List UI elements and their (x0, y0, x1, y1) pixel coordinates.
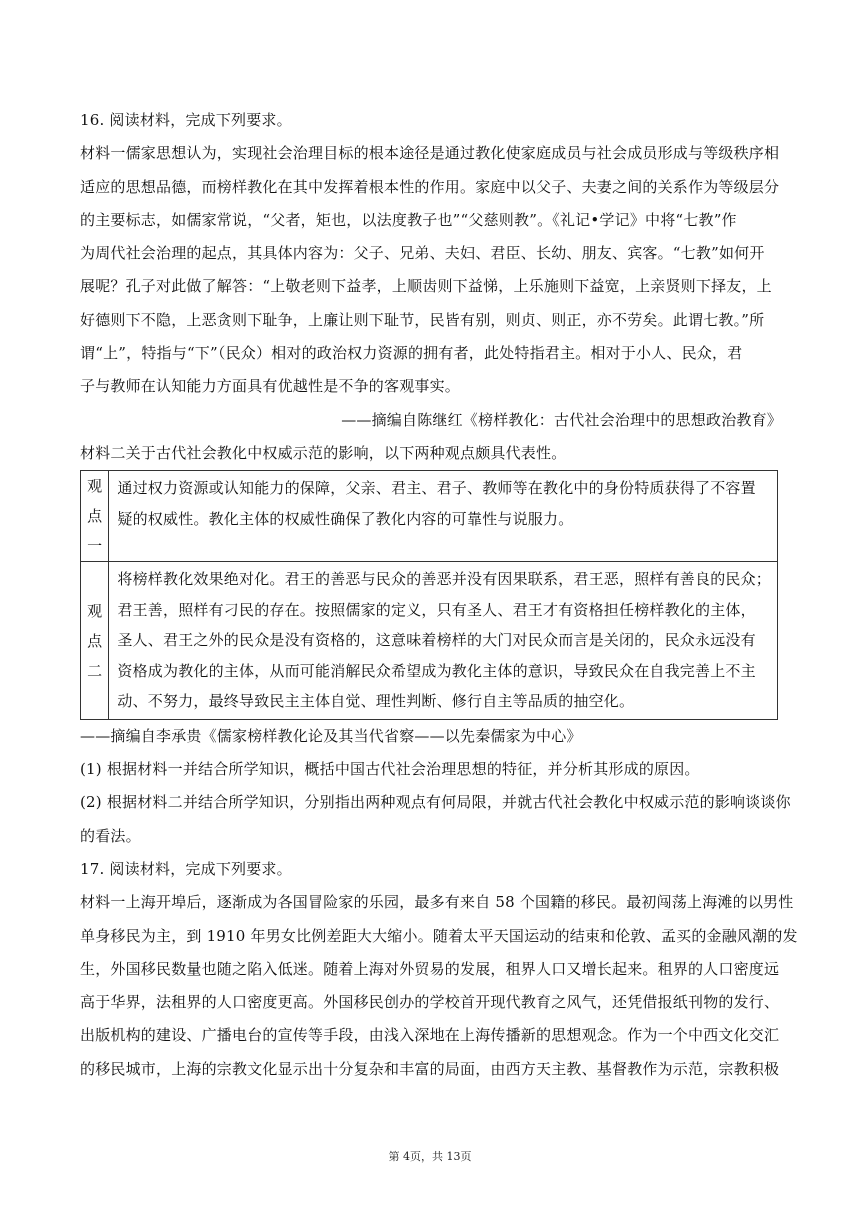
q17-material1-line: 单身移民为主，到 1910 年男女比例差距大大缩小。随着太平天国运动的结束和伦敦、孟买的金融风潮的发 (80, 926, 798, 945)
viewpoint-2-label-char: 二 (87, 661, 103, 680)
page-number-footer: 第 4页，共 13页 (388, 1150, 472, 1163)
q16-question-2-line: 的看法。 (80, 826, 141, 845)
viewpoint-1-label-char: 点 (87, 507, 103, 526)
viewpoint-1-text (109, 471, 778, 562)
q16-material1-line: 适应的思想品德，而榜样教化在其中发挥着根本性的作用。家庭中以父子、夫妻之间的关系作为等级层分 (80, 177, 780, 196)
q16-material1-source: ——摘编自陈继红《榜样教化：古代社会治理中的思想政治教育》 (341, 410, 782, 429)
q16-material1-line: 材料一儒家思想认为，实现社会治理目标的根本途径是通过教化使家庭成员与社会成员形成与等级秩序相 (80, 144, 780, 163)
q16-material1-line: 好德则下不隐，上恶贪则下耻争，上廉让则下耻节，民皆有别，则贞、则正，亦不劳矣。此谓七教。”所 (80, 310, 765, 329)
viewpoint-1-label-char: 一 (87, 537, 103, 556)
q16-material1-line: 子与教师在认知能力方面具有优越性是不争的客观事实。 (80, 377, 461, 396)
viewpoint-2-label (81, 562, 109, 720)
q16-material2-source: ——摘编自李承贵《儒家榜样教化论及其当代省察——以先秦儒家为中心》 (80, 726, 582, 745)
viewpoint-2-line: 将榜样教化效果绝对化。君王的善恶与民众的善恶并没有因果联系，君王恶，照样有善良的民众； (117, 570, 771, 589)
viewpoint-2-text (109, 562, 778, 720)
viewpoint-2-line: 动、不努力，最终导致民主主体自觉、理性判断、修行自主等品质的抽空化。 (117, 692, 635, 711)
viewpoint-row-2 (81, 562, 778, 720)
q17-material1-line: 出版机构的建设、广播电台的宣传等手段，由浅入深地在上海传播新的思想观念。作为一个中西文化交汇 (80, 1026, 780, 1045)
q17-material1-line: 高于华界，法租界的人口密度更高。外国移民创办的学校首开现代教育之风气，还凭借报纸刊物的发行、 (80, 993, 780, 1012)
q17-material1-line: 生，外国移民数量也随之陷入低迷。随着上海对外贸易的发展，租界人口又增长起来。租界的人口密度远 (80, 959, 780, 978)
q16-material1-line: 展呢？孔子对此做了解答：“上敬老则下益孝，上顺齿则下益悌，上乐施则下益宽，上亲贤则下择友，上 (80, 277, 772, 296)
q16-material1 (80, 137, 782, 403)
viewpoint-2-line: 资格成为教化的主体，从而可能消解民众希望成为教化主体的意识，导致民众在自我完善上不主 (117, 661, 756, 680)
viewpoint-2-line: 君王善，照样有刁民的存在。按照儒家的定义，只有圣人、君王才有资格担任榜样教化的主体， (117, 600, 756, 619)
viewpoint-2-label-char: 观 (87, 601, 103, 620)
q16-material2-intro: 材料二关于古代社会教化中权威示范的影响，以下两种观点颇具代表性。 (80, 443, 567, 462)
viewpoint-1-label-char: 观 (87, 477, 103, 496)
viewpoint-1-label (81, 471, 109, 562)
viewpoints-table (80, 470, 778, 720)
viewpoint-2-line: 圣人、君王之外的民众是没有资格的，这意味着榜样的大门对民众而言是关闭的，民众永远没有 (117, 631, 756, 650)
viewpoint-2-label-char: 点 (87, 631, 103, 650)
q16-heading: 16. 阅读材料，完成下列要求。 (80, 111, 292, 129)
viewpoint-1-line: 疑的权威性。教化主体的权威性确保了教化内容的可靠性与说服力。 (117, 509, 574, 528)
q17-material1-line: 的移民城市，上海的宗教文化显示出十分复杂和丰富的局面，由西方天主教、基督教作为示范，宗教积极 (80, 1059, 780, 1078)
page-content (80, 104, 798, 1086)
q17-material1 (80, 886, 798, 1086)
q16-material1-line: 的主要标志，如儒家常说，“父者，矩也，以法度教子也”“父慈则教”。《礼记•学记》中将“七教”作 (80, 210, 737, 229)
viewpoint-row-1 (81, 471, 778, 562)
q17-material1-line: 材料一上海开埠后，逐渐成为各国冒险家的乐园，最多有来自 58 个国籍的移民。最初闯荡上海滩的以男性 (80, 893, 794, 912)
q16-question-1: (1) 根据材料一并结合所学知识，概括中国古代社会治理思想的特征，并分析其形成的原因。 (80, 760, 700, 779)
q17-heading: 17. 阅读材料，完成下列要求。 (80, 859, 292, 878)
q16-material1-line: 谓“上”，特指与“下”（民众）相对的政治权力资源的拥有者，此处特指君主。相对于小人、民众，君 (80, 344, 743, 363)
q16-question-2-line: (2) 根据材料二并结合所学知识，分别指出两种观点有何局限，并就古代社会教化中权威示范的影响谈谈你 (80, 793, 791, 812)
viewpoint-1-line: 通过权力资源或认知能力的保障，父亲、君主、君子、教师等在教化中的身份特质获得了不容置 (117, 479, 756, 498)
q16-material1-line: 为周代社会治理的起点，其具体内容为：父子、兄弟、夫妇、君臣、长幼、朋友、宾客。“七教”如何开 (80, 244, 765, 263)
